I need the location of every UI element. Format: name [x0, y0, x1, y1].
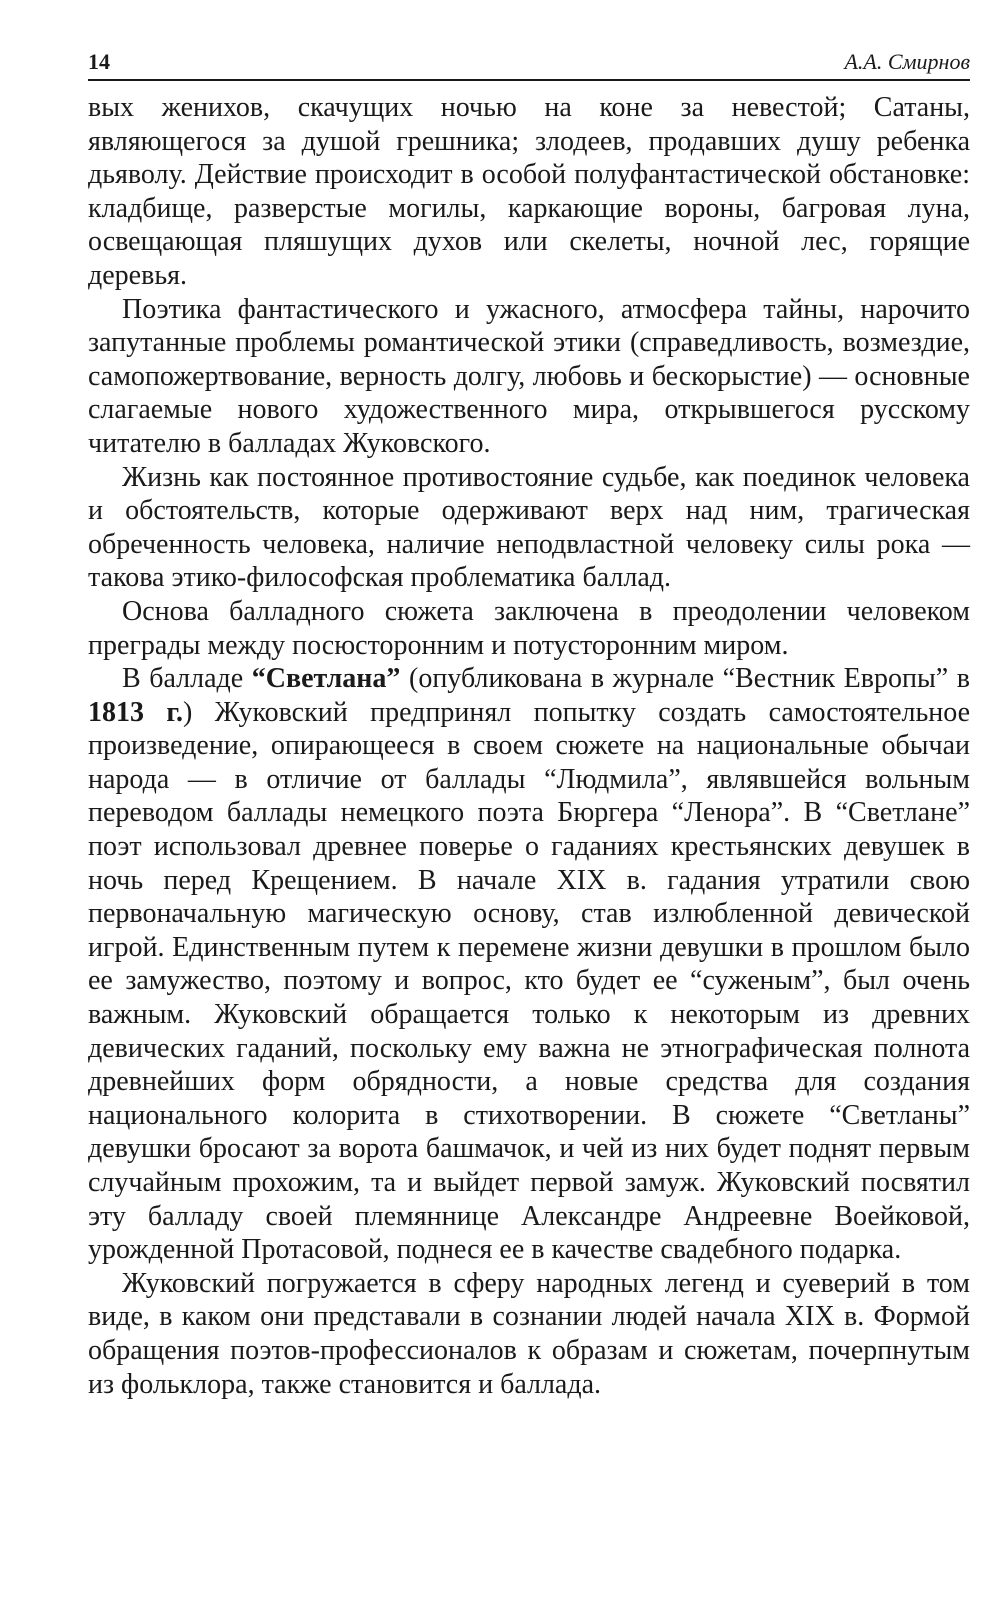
paragraph-5-text-b: (опубликована в журнале “Вестник Европы” в	[400, 663, 970, 695]
paragraph-5	[88, 662, 970, 1267]
paragraph-1: вых женихов, скачущих ночью на коне за невестой; Сатаны, являющегося за душой грешника; злодеев, продавших душу ребенка дьяволу. Действие происходит в особой полуфантастической обстановке: кладбище, разверстые могилы, каркающие вороны, багровая луна, освещающая пляшущих духов или скелеты, ночной лес, горящие деревья.	[88, 92, 970, 291]
paragraph-4: Основа балладного сюжета заключена в преодолении человеком преграды между посюсторонним и потусторонним миром.	[88, 595, 970, 661]
paragraph-2: Поэтика фантастического и ужасного, атмосфера тайны, нарочито запутанные проблемы романтической этики (справедливость, возмездие, самопожертвование, верность долгу, любовь и бескорыстие) — основные слагаемые нового художественного мира, открывшегося русскому читателю в балладах Жуковского.	[88, 293, 970, 459]
paragraph-5-text-c: ) Жуковский предпринял попытку создать самостоятельное произведение, опирающееся в своем сюжете на национальные обычаи народа — в отличие от баллады “Людмила”, являвшейся вольным переводом баллады немецкого поэта Бюргера “Ленора”. В “Светлане” поэт использовал древнее поверье о гаданиях крестьянских девушек в ночь перед Крещением. В начале XIX в. гадания утратили свою первоначальную магическую основу, став излюбленной девической игрой. Единственным путем к перемене жизни девушки в прошлом было ее замужество, поэтому и вопрос, кто будет ее “суженым”, был очень важным. Жуковский обращается только к некоторым из древних девических гаданий, поскольку ему важна не этнографическая полнота древнейших форм обрядности, а новые средства для создания национального колорита в стихотворении. В сюжете “Светланы” девушки бросают за ворота башмачок, и чей из них будет поднят первым случайным прохожим, та и выйдет первой замуж. Жуковский посвятил эту балладу своей племяннице Александре Андреевне Воейковой, урожденной Протасовой, поднеся ее в качестве свадебного подарка.	[88, 696, 971, 1266]
author-name: А.А. Смирнов	[844, 49, 970, 74]
page-number: 14	[88, 49, 110, 74]
paragraph-5-text-a: В балладе	[122, 663, 252, 695]
ballad-title-svetlana: “Светлана”	[251, 663, 401, 695]
book-page	[88, 42, 970, 1401]
running-head	[88, 42, 970, 81]
paragraph-6: Жуковский погружается в сферу народных легенд и суеверий в том виде, в каком они представали в сознании людей начала XIX в. Формой обращения поэтов-профессионалов к образам и сюжетам, почерпнутым из фольклора, также становится и баллада.	[88, 1267, 970, 1400]
publication-year: 1813 г.	[88, 696, 183, 728]
body-text	[88, 91, 970, 1401]
paragraph-3: Жизнь как постоянное противостояние судьбе, как поединок человека и обстоятельств, которые одерживают верх над ним, трагическая обреченность человека, наличие неподвластной человеку силы рока — такова этико-философская проблематика баллад.	[88, 461, 970, 594]
